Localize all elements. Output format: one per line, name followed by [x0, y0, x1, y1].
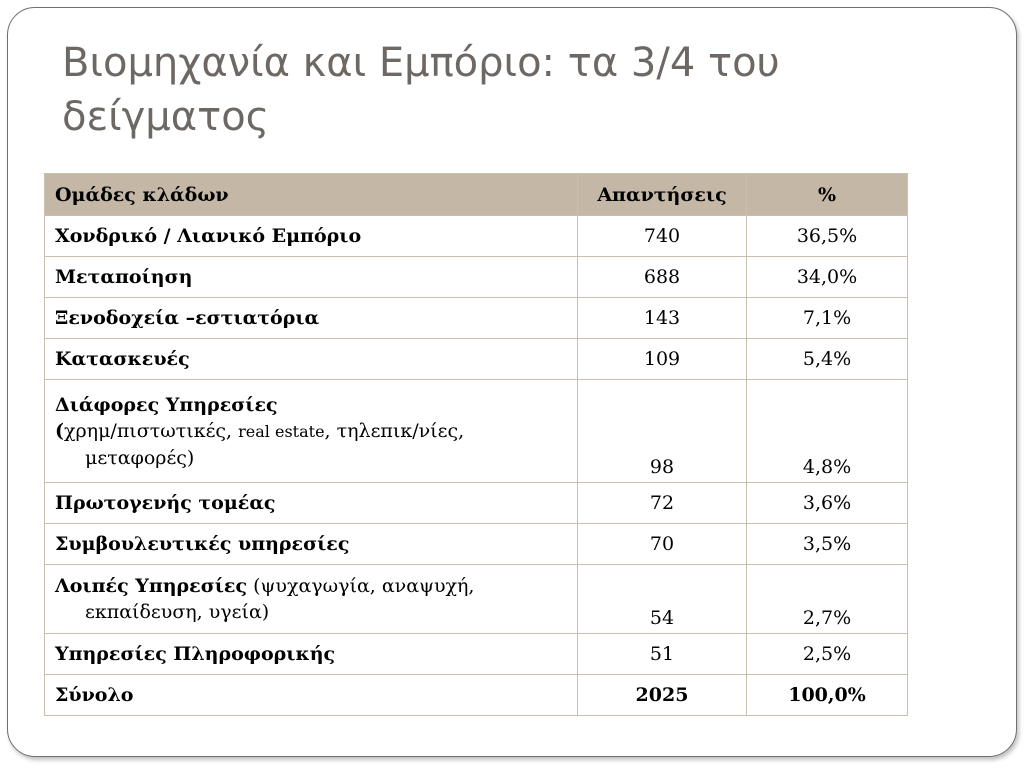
table-row: [45, 216, 908, 257]
row-name: Συμβουλευτικές υπηρεσίες: [45, 524, 578, 565]
row-detail-part: χρημ/πιστωτικές,: [64, 419, 239, 442]
row-count: 54: [578, 565, 747, 634]
row-count: 98: [578, 380, 747, 483]
row-percent: 7,1%: [747, 298, 908, 339]
row-count: 70: [578, 524, 747, 565]
row-detail-open: (: [55, 419, 64, 442]
row-count: 51: [578, 634, 747, 675]
row-name: Λοιπές Υπηρεσίες: [55, 575, 248, 597]
row-count: 740: [578, 216, 747, 257]
row-count: 688: [578, 257, 747, 298]
total-count: 2025: [578, 675, 747, 716]
row-detail-part: μεταφορές): [85, 446, 195, 469]
total-percent: 100,0%: [747, 675, 908, 716]
table-total-row: [45, 675, 908, 716]
row-count: 72: [578, 483, 747, 524]
row-name: Ξενοδοχεία –εστιατόρια: [45, 298, 578, 339]
total-name: Σύνολο: [45, 675, 578, 716]
header-sector-groups: Ομάδες κλάδων: [45, 174, 578, 216]
row-detail: [55, 418, 567, 445]
row-detail-part: , τηλεπικ/νίες,: [324, 419, 465, 442]
table-row: [45, 634, 908, 675]
row-percent: 2,7%: [747, 565, 908, 634]
row-percent: 34,0%: [747, 257, 908, 298]
sector-table: [44, 173, 908, 716]
row-detail-part: εκπαίδευση, υγεία): [85, 601, 270, 623]
table-header-row: [45, 174, 908, 216]
row-percent: 4,8%: [747, 380, 908, 483]
slide-title: Βιομηχανία και Εμπόριο: τα 3/4 του δείγματος: [62, 40, 780, 140]
table-row: [45, 339, 908, 380]
header-responses: Απαντήσεις: [578, 174, 747, 216]
row-percent: 5,4%: [747, 339, 908, 380]
row-percent: 2,5%: [747, 634, 908, 675]
row-percent: 3,6%: [747, 483, 908, 524]
table-row: [45, 380, 908, 483]
row-name: Κατασκευές: [45, 339, 578, 380]
row-percent: 36,5%: [747, 216, 908, 257]
row-detail-part: (ψυχαγωγία, αναψυχή,: [247, 575, 475, 597]
row-detail-part: real estate: [238, 421, 325, 441]
row-name: Χονδρικό / Λιανικό Εμπόριο: [45, 216, 578, 257]
table-row: [45, 524, 908, 565]
row-count: 143: [578, 298, 747, 339]
row-name-multiline: [45, 380, 578, 483]
table-row: [45, 257, 908, 298]
row-count: 109: [578, 339, 747, 380]
row-name: Υπηρεσίες Πληροφορικής: [45, 634, 578, 675]
table-row: [45, 565, 908, 634]
row-name-multiline: [45, 565, 578, 634]
row-name: Μεταποίηση: [45, 257, 578, 298]
row-name: Διάφορες Υπηρεσίες: [55, 393, 278, 416]
table-row: [45, 483, 908, 524]
row-percent: 3,5%: [747, 524, 908, 565]
header-percent: %: [747, 174, 908, 216]
table-row: [45, 298, 908, 339]
row-name-line: [55, 573, 567, 599]
row-name: Πρωτογενής τομέας: [45, 483, 578, 524]
